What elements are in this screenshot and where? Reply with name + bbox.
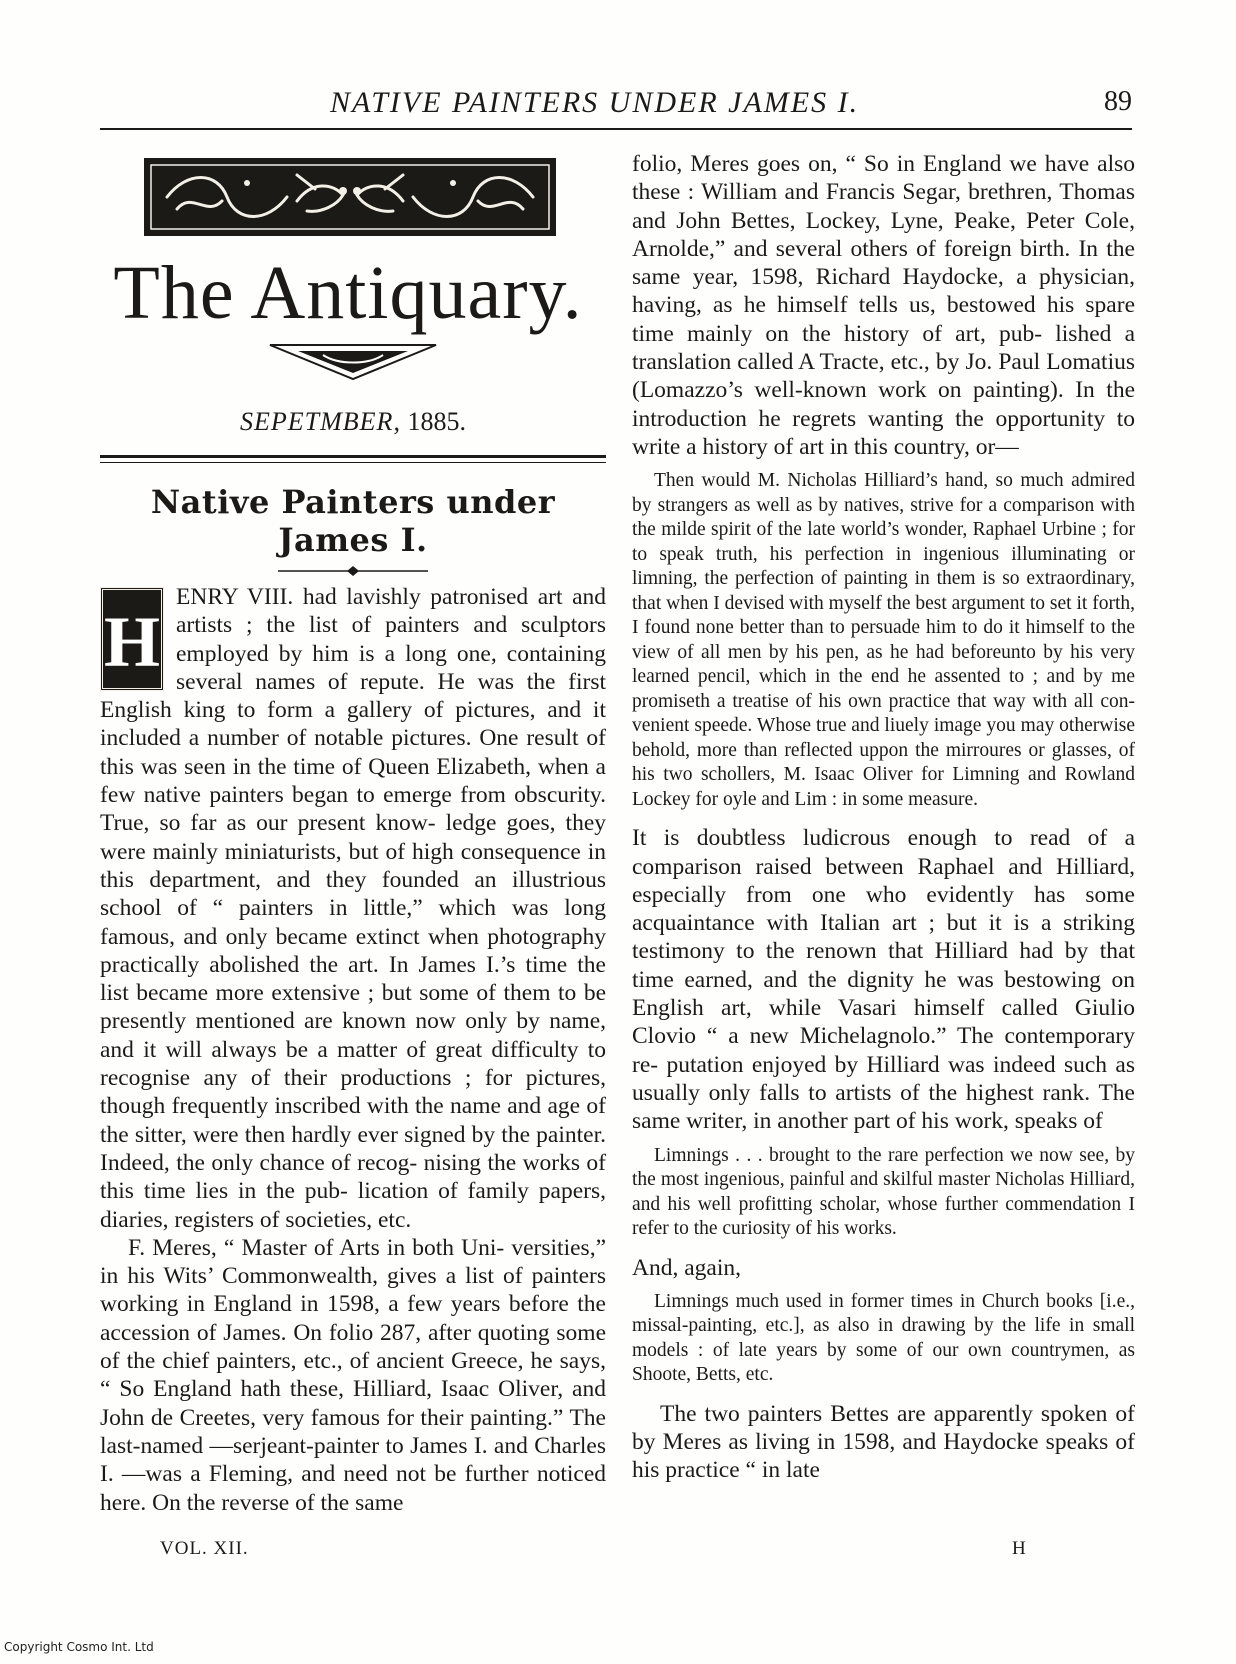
double-rule [100, 455, 606, 463]
paragraph: It is doubtless ludicrous enough to read of a comparison raised between Raphael and Hilliard, especially from one who evidently has some acquaintance with Italian art ; but it is a striking testimony to the renown that Hilliard had by that time earned, and the dignity he was bestowing on English art, while Vasari himself called Giulio Clovio “ a new Michelagnolo.” The contemporary re- putation enjoyed by Hilliard was indeed such as usually only falls to artists of the highest rank. The same writer, in another part of his work, speaks of [632, 825, 1135, 1135]
header-rule [100, 128, 1132, 130]
block-quote [632, 469, 1135, 812]
paragraph: F. Meres, “ Master of Arts in both Uni- versities,” in his Wits’ Commonwealth, gives a list of painters working in England in 1598, a few years before the accession of James. On folio 287, after quoting some of the chief painters, etc., of ancient Greece, he says, “ So England hath these, Hilliard, Isaac Oliver, and John de Creetes, very famous for their painting.” The last-named —serjeant-painter to James I. and Charles I. —was a Fleming, and need not be further noticed here. On the reverse of the same [100, 1234, 606, 1516]
drop-cap-initial: H [100, 587, 164, 691]
copyright-notice: Copyright Cosmo Int. Ltd [4, 1640, 154, 1654]
paragraph: And, again, [632, 1254, 741, 1281]
paragraph: ENRY VIII. had lavishly patronised art and artists ; the list of painters and sculptors employed by him is a long one, containing several names of repute. He was the first English king to form a gallery of pictures, and it included a number of notable pictures. One result of this was seen in the time of Queen Elizabeth, when a few native painters began to emerge from obscurity. True, so far as our present know- ledge goes, they were mainly miniaturists, but of high consequence in this department, and they founded an illustrious school of “ painters in little,” which was long famous, and only became extinct when photography practically abolished the art. In James I.’s time the list became more extensive ; but some of them to be presently mentioned are known now only by name, and it will always be a matter of great difficulty to recognise any of their productions ; for pictures, though frequently inscribed with the name and age of the sitter, were then hardly ever signed by the painter. Indeed, the only chance of recog- nising the works of this time lies in the pub- lication of family papers, diaries, registers of societies, etc. [100, 584, 606, 1233]
journal-title: The Antiquary. [113, 251, 583, 335]
block-quote [632, 1144, 1135, 1242]
article-title: Native Painters under James I. [150, 483, 556, 559]
paragraph: folio, Meres goes on, “ So in England we have also these : William and Francis Segar, brethren, Thomas and John Bettes, Lockey, Lyne, Peake, Peter Cole, Arnolde,” and several others of foreign birth. In the same year, 1598, Richard Haydocke, a physician, having, as he himself tells us, bestowed his spare time mainly on the history of art, pub- lished a translation called A Tracte, etc., by Jo. Paul Lomatius (Lomazzo’s well-known work on painting). In the introduction he regrets wanting the opportunity to write a history of art in this country, or— [632, 151, 1135, 460]
page-number: 89 [1104, 86, 1132, 117]
running-header [100, 86, 1132, 134]
signature-mark: H [1012, 1538, 1026, 1559]
paragraph: The two painters Bettes are apparently spoken of by Meres as living in 1598, and Haydocke speaks of his practice “ in late [632, 1400, 1135, 1484]
volume-label: VOL. XII. [160, 1538, 249, 1559]
issue-month: SEPETMBER, [240, 407, 401, 436]
quote-text: Limnings . . . brought to the rare perfection we now see, by the most ingenious, painful and skilful master Nicholas Hilliard, and his well profitting scholar, whose further commendation I refer to the curiosity of his works. [632, 1144, 1135, 1240]
issue-year: 1885. [407, 407, 466, 436]
opening-paragraph [100, 583, 606, 1234]
triangle-ornament [268, 341, 438, 381]
quote-text: Then would M. Nicholas Hilliard’s hand, so much admired by strangers as well as by natives, strive for a comparison with the milde spirit of the late world’s wonder, Raphael Urbine ; for to speak truth, his perfection in ingenious illuminating or limning, the perfection of painting in them is so extraordinary, that when I devised with myself the best argument to set it forth, I found none better than to persuade him to do it himself to the view of all men by his pen, as he had beforeunto by his very learned pencil, which in the end he assented to ; and by me promiseth a treatise of his own practice that way with all con- venient speede. Whose true and liuely image you may otherwise behold, more than reflected uppon the mirroures or glasses, of his two schollers, M. Isaac Oliver for Limning and Rowland Lockey for oyle and Lim : in some measure. [632, 470, 1135, 810]
dragon-scroll-ornament [147, 161, 553, 233]
masthead-ornament [144, 158, 556, 236]
running-title: NATIVE PAINTERS UNDER JAMES I. [330, 86, 860, 119]
diamond-rule-ornament [278, 565, 428, 577]
block-quote [632, 1290, 1135, 1388]
issue-date [100, 407, 606, 437]
right-column [632, 150, 1135, 1485]
left-column [100, 150, 606, 1517]
quote-text: Limnings much used in former times in Church books [i.e., missal-painting, etc.], as also in drawing by the life in small models : of late years by some of our own countrymen, as Shoote, Betts, etc. [632, 1290, 1135, 1386]
